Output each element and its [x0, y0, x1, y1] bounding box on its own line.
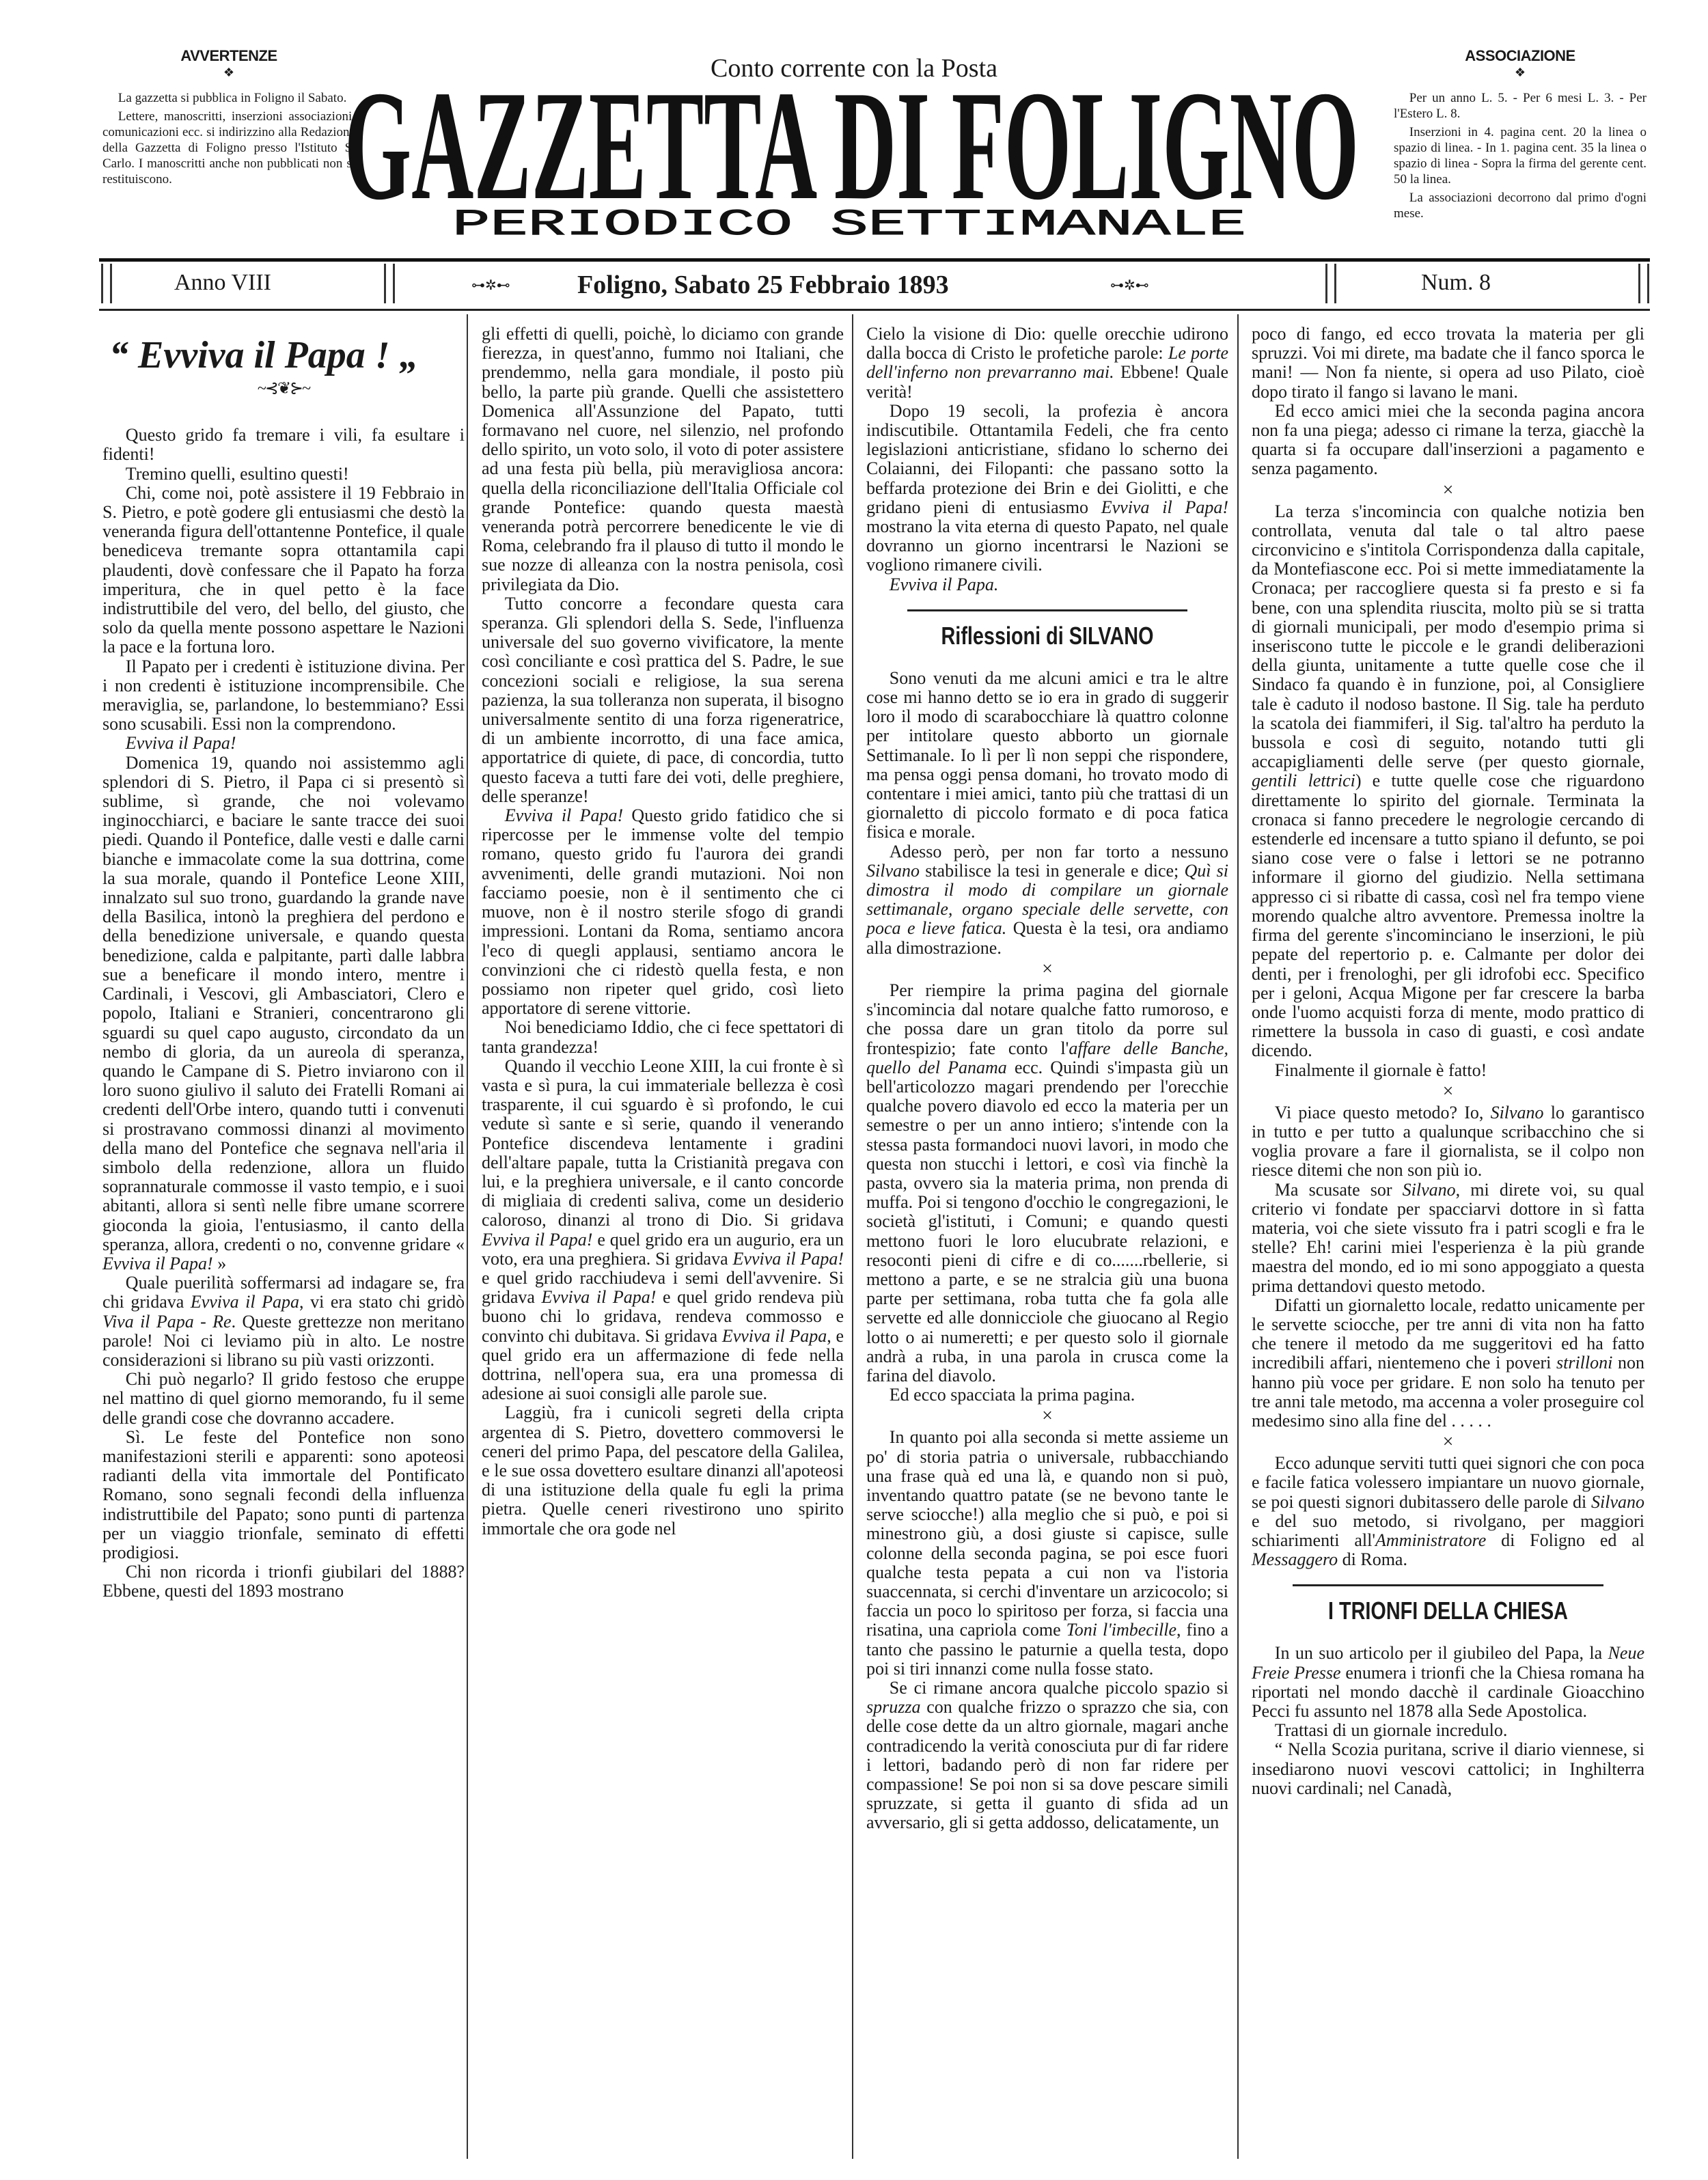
text-run: ecc. Quindi s'impasta giù un bell'articolozzo magari prendendo per l'orecchie qualche povero diavolo ed ecco la materia per un semestre o per un anno intiero; s'intende con la stessa pasta formandoci nuovi lavori, in modo che questa non stucchi i lettori, e così via finchè la pasta, ovvero sia la materia prima, non prenda di muffa. Poi si tengono d'occhio le congregazioni, le società gl'istituti, i Comuni; e quando questi mettono fuori le loro elucubrate relazioni, e resoconti pieni di cifre e di co.......rbellerie, si mettono a parte, e se ne stralcia giù una buona parte per settimana, roba tutta che fa gola alle servette ed alle donnicciole che giuocano al Regio lotto o ai numeretti; e per questo solo il giornale andrà a ruba, in una parola in crusca come la farina del diavolo. — [866, 1057, 1228, 1385]
paragraph — [102, 484, 465, 657]
paragraph — [482, 806, 844, 1018]
ornament-icon — [102, 379, 465, 398]
italic-text-run: Evviva il Papa! — [541, 1287, 657, 1308]
text-run: Noi benediciamo Iddio, che ci fece spettatori di tanta grandezza! — [482, 1017, 844, 1057]
text-run: Il Papato per i credenti è istituzione divina. Per i non credenti è istituzione incomprensibile. Che meraviglia, se, parlandone, lo bestemmiano? Essi sono scusabili. Essi non la comprendono. — [102, 656, 465, 734]
italic-text-run: Evviva il Papa — [190, 1292, 300, 1312]
text-run: , e quel grido era un affermazione di fede nella dottrina, nell'opera sua, era una promessa di adesione ai suoi consigli alle parole sue. — [482, 1325, 844, 1404]
text-run: ~⊰❦⊱~ — [257, 380, 310, 398]
text-run: Finalmente il giornale è fatto! — [1274, 1060, 1487, 1080]
column-rule — [467, 314, 468, 2159]
text-run: × — [1442, 479, 1454, 501]
notices-heading: AVVERTENZE — [180, 47, 277, 64]
italic-text-run: Evviva il Papa! — [125, 733, 236, 754]
paragraph — [866, 669, 1228, 842]
pillar-ornament-icon — [1325, 264, 1336, 303]
text-run: Vi piace questo metodo? Io, — [1274, 1102, 1491, 1122]
paragraph — [482, 325, 844, 594]
flourish-icon: ⊶✲⊷ — [1110, 278, 1149, 293]
flourish-icon: ⊶✲⊷ — [471, 278, 510, 293]
paragraph — [102, 1273, 465, 1370]
paragraph — [1252, 1103, 1644, 1181]
text-run: lo garantisco in tutto e per tutto a qualunque scribacchino che si voglia provare a fare il giornalista, se il colpo non riesce ditemi che non son più io. — [1252, 1102, 1644, 1181]
text-run: “ Evviva il Papa ! „ — [109, 334, 419, 376]
text-run: Sono venuti da me alcuni amici e tra le altre cose mi hanno detto se io era in grado di suggerir loro il modo di scarabocchiare là quattro colonne per intitolare questo abborto un giornale Settimanale. Io lì per lì non seppi che rispondere, ma pensa oggi pensa domani, ho trovato modo di contentare i miei amici, tanto più che trattasi di un giornaletto di piccolo formato e di poca fatica fisica e morale. — [866, 667, 1228, 842]
column-4 — [1252, 325, 1644, 1798]
text-run: × — [1042, 1405, 1053, 1427]
paragraph — [866, 575, 1228, 594]
text-run: ) e tutte quelle cose che riguardono direttamente lo spirito del giornale. Terminata la cronaca si fanno precedere le negrologie cercando di estenderle ed incensare a tutto spiano il defunto, se poi siano cose vere o false i lettori se ne potranno informare il giorno del giudizio. Nella settimana appresso ci si ribatte di cassa, così nel fra tempo viene morendo qualche altro avventore. Premessa inoltre la firma del gerente s'incominciano le inserzioni, le più pepate del repertorio p. e. Calmante per dolor dei denti, per i frenologhi, per gli idrofobi ecc. Specifico per i geloni, Acqua Migone per far crescere la barba onde l'uomo acquisti forza di mente, modo prattico di rimettere la bussola in caso di guasti, e così andate dicendo. — [1252, 771, 1644, 1061]
text-run: non hanno più voce per gridare. E non solo ha tenuto per tre anni tale metodo, ma accenna a voler proseguire col medesimo sino alla fine del . . . . . — [1252, 1353, 1644, 1431]
text-run: Sì. Le feste del Pontefice non sono manifestazioni sterili e apparenti: sono apoteosi radianti della vita immortale del Pontificato Romano, sono segnali fecondi della influenza indistruttibile del Papato; sono punti di partenza per un viaggio trionfale, seminato di effetti prodigiosi. — [102, 1426, 465, 1562]
paragraph — [102, 754, 465, 1273]
pillar-ornament-icon — [1638, 264, 1649, 303]
text-run: poco di fango, ed ecco trovata la materia per gli spruzzi. Voi mi direte, ma badate che il fanco sporca le mani! — Non fa niente, si opera ad uso Pilato, cioè dopo tirato il fango si lavano le mani. — [1252, 324, 1644, 402]
column-2 — [482, 325, 844, 1539]
text-run: Questo grido fatidico che si ripercosse per le immense volte del tempio romano, questo grido fu l'aurora dei grandi avvenimenti, delle grandi mutazioni. Noi non facciamo poesie, non è il sentimento che ci muove, non è il nostro sterile sfogo di grandi impressioni. Lontani da Roma, sentiamo ancora l'eco di quegli applausi, sentiamo ancora le convinzioni che ci ridestò quella festa, e non possiamo non ripeter quel grido, così lieto apportatore di serene vittorie. — [482, 805, 844, 1019]
column-3 — [866, 325, 1228, 1833]
column-rule — [1237, 314, 1239, 2159]
text-run: e del suo metodo, si rivolgano, per maggiori schiarimenti all' — [1252, 1510, 1644, 1550]
ornament-icon: ❖ — [223, 66, 235, 79]
italic-text-run: Silvano — [1490, 1102, 1544, 1122]
text-run: con qualche frizzo o sprazzo che sia, con delle cose dette da un altro giornale, magari anche contradicendo la verità conosciuta pur di far ridere i lettori, badando però di non far ridere per compassione! Se poi non si sa dove pescare simili spruzzate, si getta il guanto di sfida ad un avversario, gli si getta addosso, delicatamente, un — [866, 1697, 1228, 1833]
paragraph — [102, 657, 465, 734]
text-run: Chi può negarlo? Il grido festoso che eruppe nel mattino di quel giorno memorando, fu il seme delle grandi cose che dovranno accadere. — [102, 1369, 465, 1428]
newspaper-title — [342, 82, 1366, 205]
paragraph — [1252, 402, 1644, 479]
italic-text-run: Silvano — [1402, 1179, 1456, 1200]
italic-text-run: Viva il Papa - Re — [102, 1311, 232, 1332]
text-run: mostrano la vita eterna di questo Papato, nel quale dovranno un giorno incentrarsi le Nazioni se vogliono rimanere civili. — [866, 516, 1228, 575]
paragraph — [482, 1403, 844, 1538]
italic-text-run: Evviva il Papa! — [102, 1253, 213, 1273]
volume-year: Anno VIII — [174, 270, 271, 295]
ornament-icon: ❖ — [1514, 66, 1526, 79]
text-run: In quanto poi alla seconda si mette assieme un po' di storia patria o universale, rubbacchiando una frase quà ed una là, e quando non si può, inventando quattro patate (se ne bevono tante le serve sciocche!) alla meglio che si può, e poi si minestrono giù, a dosi giuste si capisce, sulle colonne della seconda pagina, se poi esce fuori qualche testa pepata a cui non va l'istoria suaccennata, si cerchi d'inventare un arzicocolo; si faccia un poco lo spiritoso per forza, si faccia una risatina, una capriola come — [866, 1427, 1228, 1640]
italic-text-run: Evviva il Papa! — [1101, 497, 1228, 517]
italic-text-run: Le porte dell'inferno non prevarranno mai. — [866, 343, 1228, 383]
masthead-divider — [99, 258, 1650, 262]
section-separator-icon — [1252, 1431, 1644, 1454]
text-run: Questa è la tesi, ora andiamo alla dimostrazione. — [866, 918, 1228, 958]
text-run: , vi era stato chi gridò — [299, 1292, 465, 1312]
paragraph — [102, 1562, 465, 1601]
column-1 — [102, 325, 465, 1601]
text-run: Tutto concorre a fecondare questa cara speranza. Gli splendori della S. Sede, l'influenza universale del suo governo vivificatore, la mente così conciliante e così prattica del S. Padre, le sue concezioni sociali e religiose, la sua serena pazienza, la sua tolleranza non superata, il bisogno universalmente sentito di una forza rigeneratrice, di un ambiente incorrotto, di una face amica, apportatrice di quiete, di pace, di concordia, tutto questo faceva a tutti fare dei voti, delle preghiere, delle speranze! — [482, 593, 844, 806]
paragraph — [866, 981, 1228, 1385]
paragraph — [1252, 325, 1644, 402]
italic-text-run: Evviva il Papa! — [732, 1248, 844, 1269]
paragraph — [482, 1057, 844, 1404]
italic-text-run: Neue Freie Presse — [1252, 1643, 1644, 1683]
issue-date: Foligno, Sabato 25 Febbraio 1893 — [577, 271, 949, 299]
italic-text-run: Evviva il Papa. — [889, 574, 999, 594]
subscription-heading: ASSOCIAZIONE — [1465, 47, 1575, 64]
text-run: gli effetti di quelli, poichè, lo diciamo con grande fierezza, in quest'anno, fummo noi Italiani, che prendemmo, nella gara mondiale, il posto più bello, la parte più grande. Quelli che assistettero Domenica all'Assunzione del Papato, tutti formavano nel cuore, nel silenzio, nel profondo dello spirito, un voto solo, il voto di poter assistere ad una festa più bella, più meravigliosa ancora: quella della riconciliazione dell'Italia Officiale col grande Pontefice: quando questa maestà veneranda potrà percorrere benedicente le vie di Roma, celebrando fra il plauso di tutto il mondo le sue nozze di alleanza con la nostra penisola, così privilegiata da Dio. — [482, 324, 844, 594]
subscription-text: Inserzioni in 4. pagina cent. 20 la linea o spazio di linea. - In 1. pagina cent. 35 la linea o spazio di linea - Sopra la firma del gerente cent. 50 la linea. — [1394, 125, 1647, 187]
text-run: Quando il vecchio Leone XIII, la cui fronte è sì vasta e sì pura, la cui immateriale bellezza è così trasparente, il cui sguardo è sì profondo, le cui vedute sì sante e sì serie, quando il venerando Pontefice discendeva lentamente i gradini dell'altare papale, tutta la Cristianità pregava con lui, e la preghiera universale, e il canto concorde di migliaia di credenti saliva, come un desiderio caloroso, dinanzi al trono di Dio. Si gridava — [482, 1055, 844, 1230]
italic-text-run: affare delle Banche, quello del Panama — [866, 1038, 1228, 1077]
paragraph — [1252, 502, 1644, 1061]
italic-text-run: spruzza — [866, 1697, 921, 1717]
paragraph — [866, 325, 1228, 402]
paragraph — [866, 1679, 1228, 1833]
pillar-ornament-icon — [101, 264, 112, 303]
paragraph — [866, 1428, 1228, 1679]
article-divider — [1293, 1584, 1603, 1586]
text-run: Cielo la visione di Dio: quelle orecchie udirono dalla bocca di Cristo le profetiche parole: — [866, 324, 1228, 363]
subscription-box — [1394, 48, 1647, 224]
newspaper-subtitle — [451, 205, 1250, 239]
article-heading — [903, 621, 1192, 651]
text-run: “ Nella Scozia puritana, scrive il diario viennese, si insediarono nuovi vescovi cattolici; in Inghilterra nuovi cardinali; nel Canadà, — [1252, 1739, 1644, 1798]
text-run: × — [1042, 958, 1053, 980]
text-run: Riflessioni di SILVANO — [941, 621, 1154, 650]
paragraph — [1252, 1061, 1644, 1080]
text-run: Adesso però, per non far torto a nessuno — [889, 841, 1228, 861]
italic-text-run: Toni l'imbecille — [1066, 1620, 1177, 1640]
column-rule — [852, 314, 853, 2159]
postal-note: Conto corrente con la Posta — [710, 54, 997, 83]
article-divider — [907, 609, 1187, 611]
issue-number: Num. 8 — [1421, 270, 1491, 295]
text-run: e quel grido rendeva più buono chi lo gridava, rendeva commosso e convinto chi dubitava. Si gridava — [482, 1287, 844, 1346]
section-separator-icon — [866, 958, 1228, 981]
text-run: Ma scusate sor — [1274, 1179, 1403, 1200]
subscription-text: Per un anno L. 5. - Per 6 mesi L. 3. - Per l'Estero L. 8. — [1394, 91, 1647, 121]
text-run: In un suo articolo per il giubileo del Papa, la — [1274, 1643, 1608, 1664]
paragraph — [102, 734, 465, 753]
text-run: Per riempire la prima pagina del giornale s'incomincia dal notare qualche fatto rumoroso, e che possa dare un gran titolo da porre sul frontespizio; fate conto l' — [866, 980, 1228, 1058]
text-run: . Queste grettezze non meritano parole! Noi ci leviamo più in alto. Le nostre considerazioni si librano su più vasti orizzonti. — [102, 1311, 465, 1370]
newspaper-title-text: GAZZETTA DI FOLIGNO — [344, 82, 1359, 205]
text-run: stabilisce la tesi in generale e dice; — [920, 860, 1185, 881]
italic-text-run: Amministratore — [1375, 1530, 1487, 1550]
text-run: di Roma. — [1338, 1549, 1407, 1570]
paragraph — [1252, 1454, 1644, 1569]
section-separator-icon — [1252, 1080, 1644, 1103]
paragraph — [1252, 1296, 1644, 1431]
paragraph — [1252, 1181, 1644, 1296]
paragraph — [482, 1018, 844, 1056]
text-run: Domenica 19, quando noi assistemmo agli splendori di S. Pietro, il Papa ci si presentò sì sublime, sì grande, che noi volevamo inginocchiarci, e baciare le sante tracce dei suoi piedi. Quando il Pontefice, dalle vesti e dalle carni bianche e immacolate come la sua dottrina, come la sua morale, quando il Pontefice Leone XIII, innalzato sul suo trono, guardando la grande nave della Basilica, intonò la preghiera del perdono e della benedizione universale, e quando questa benedizione, calda e palpitante, partì dalle labbra sue a beneficare il mondo intero, mentre i Cardinali, i Vescovi, gli Ambasciatori, Clero e popolo, Italiani e Stranieri, concentrarono gli sguardi su quel capo augusto, circondato da un nembo di gloria, da un aureola di speranza, quando le Campane di S. Pietro inviarono con il loro suono giulivo il saluto dei Fratelli Romani ai credenti dell'Orbe intero, quando tutti i convenuti si prostravano commossi dinanzi al movimento della mano del Pontefice che segnava nell'aria il simbolo della redenzione, allora un fluido soprannaturale commosse il vasto tempio, e i suoi abitanti, allora si sentì nelle fibre umane scorrere gioconda la gioia, l'entusiasmo, il canto della speranza, allora, credenti o no, convenne gridare « — [102, 752, 465, 1254]
italic-text-run: Messaggero — [1252, 1549, 1338, 1570]
italic-text-run: gentili lettrici — [1252, 771, 1355, 791]
subscription-text: La associazioni decorrono dal primo d'ogni mese. — [1394, 191, 1647, 221]
paragraph — [102, 426, 465, 464]
text-run: Questo grido fa tremare i vili, fa esultare i fidenti! — [102, 425, 465, 465]
section-separator-icon — [1252, 479, 1644, 502]
text-run: Chi, come noi, potè assistere il 19 Febbraio in S. Pietro, e potè godere gli entusiasmi che destò la veneranda figura dell'ottantenne Pontefice, il quale benediceva tremante sopra ottantamila capi plaudenti, dovè confessare che il Papato ha forza imperitura, che in quel petto è la face indistruttibile del vero, del bello, del giusto, che solo da quella mente possono aspettare le Nazioni la pace e la fortuna loro. — [102, 482, 465, 657]
text-run: × — [1442, 1080, 1454, 1102]
text-run: , mi direte voi, su qual criterio vi fondate per spacciarvi dottore in sì fatta materia, voi che siete vissuto fra i patri scogli e fra le stelle? Eh! carini miei l'esperienza è la più grande maestra del mondo, ed io mi sono appoggiato a questa prima dettandovi questo metodo. — [1252, 1179, 1644, 1296]
text-run: Trattasi di un giornale incredulo. — [1274, 1720, 1508, 1741]
italic-text-run: Evviva il Papa! — [482, 1229, 593, 1250]
paragraph — [102, 1428, 465, 1562]
text-run: di Foligno ed al — [1486, 1530, 1645, 1550]
text-run: Chi non ricorda i trionfi giubilari del 1888? Ebbene, questi del 1893 mostrano — [102, 1562, 465, 1601]
text-run: Tremino quelli, esultino questi! — [125, 463, 349, 484]
text-run: La terza s'incomincia con qualche notizia ben controllata, venuta dal tale o tal altro paese circonvicino e s'intitola Corrispondenza dalla capitale, da Montefiascone ecc. Poi si mette immediatamente la Cronaca; per raccogliere questa si fa presto e si fa bene, con una splendita riuscita, molto più se si tratta di giornali municipali, per modo d'esempio prima si inseriscono tutte le piccole e le grandi deliberazioni della giunta, unitamente a tutte quelle cose che il Sindaco fa quando è in funzione, poi, al Consigliere tale è caduto il nodoso bastone. Il Sig. tale ha perduto la scatola dei fiammiferi, il Sig. tal'altro ha perduto la bussola e così di seguito, notando tutti gli accapigliamenti delle serve (per questo giornale, — [1252, 501, 1644, 772]
italic-text-run: strilloni — [1556, 1353, 1613, 1373]
section-separator-icon — [866, 1405, 1228, 1428]
text-run: e quel grido era un augurio, era un voto, era una preghiera. Si gridava — [482, 1229, 844, 1269]
text-run: » — [212, 1253, 227, 1273]
italic-text-run: Quì si dimostra il modo di compilare un giornale settimanale, organo speciale delle servette, con poca e lieve fatica. — [866, 860, 1228, 939]
pillar-ornament-icon — [384, 264, 395, 303]
notice-text: La gazzetta si pubblica in Foligno il Sabato. — [118, 91, 347, 105]
paragraph — [1252, 1740, 1644, 1798]
text-run: Ecco adunque serviti tutti quei signori che con poca e facile fatica volessero impiantare un nuovo giornale, se poi questi signori dubitassero delle parole di — [1252, 1453, 1644, 1512]
italic-text-run: Evviva il Papa! — [504, 805, 624, 826]
paragraph — [482, 594, 844, 806]
dateline-divider — [99, 309, 1650, 311]
text-run: Dopo 19 secoli, la profezia è ancora indiscutibile. Ottantamila Fedeli, che fra cento legislazioni anticristiane, sfidano lo scherno dei Colaianni, dei Filopanti: che passano sotto la beffarda protezione dei Brin e dei Giolitti, e che gridano pieni di entusiasmo — [866, 400, 1228, 517]
paragraph — [866, 402, 1228, 575]
text-run: I TRIONFI DELLA CHIESA — [1328, 1597, 1568, 1625]
text-run: Ed ecco amici miei che la seconda pagina ancora non fa una piega; adesso ci rimane la terza, giacchè la quarta si fa occupare dall'inserzioni a pagamento e senza pagamento. — [1252, 400, 1644, 479]
italic-text-run: Evviva il Papa — [721, 1325, 827, 1346]
newspaper-subtitle-text: PERIODICO SETTIMANALE — [452, 205, 1246, 239]
text-run: e quel grido racchiudeva i semi dell'avvenire. Si gridava — [482, 1267, 844, 1308]
text-run: Ed ecco spacciata la prima pagina. — [889, 1385, 1135, 1405]
paragraph — [102, 465, 465, 484]
text-run: enumera i trionfi che la Chiesa romana ha riportati nel mondo dacchè il cardinale Gioacchino Pecci fu assunto nel 1878 alla Sede Apostolica. — [1252, 1662, 1644, 1721]
italic-text-run: Silvano — [1591, 1491, 1644, 1512]
paragraph — [102, 1370, 465, 1428]
article-title — [109, 331, 465, 379]
paragraph — [1252, 1644, 1644, 1721]
text-run: Laggiù, fra i cunicoli segreti della cripta argentea di S. Pietro, dovettero commoversi le ceneri del primo Papa, del pescatore della Galilea, e le sue ossa dovettero esultare dinanzi all'apoteosi di una istituzione della quale fu egli la prima pietra. Quelle ceneri rivestirono uno spirito immortale che ora gode nel — [482, 1403, 844, 1539]
text-run: Difatti un giornaletto locale, redatto unicamente per le servette sciocche, per tre anni di vita non ha fatto che tenere il metodo da me suggeritovi ed ha fatto incredibili affari, nientemeno che i poveri — [1252, 1295, 1644, 1373]
paragraph — [866, 1385, 1228, 1405]
italic-text-run: Silvano — [866, 860, 920, 881]
text-run: , fino a tanto che passino le paturnie a quella testa, dopo poi si tiri innanzi come nulla fosse stato. — [866, 1620, 1228, 1679]
text-run: Se ci rimane ancora qualche piccolo spazio si — [889, 1678, 1228, 1698]
text-run: × — [1442, 1431, 1454, 1453]
text-run: Ebbene! Quale verità! — [866, 362, 1229, 402]
text-run: Quale puerilità soffermarsi ad indagare se, fra chi gridava — [102, 1273, 465, 1312]
article-heading — [1291, 1596, 1606, 1626]
paragraph — [1252, 1721, 1644, 1740]
notice-text: Lettere, manoscritti, inserzioni associazioni, comunicazioni ecc. si indirizzino alla Redazione della Gazzetta di Foligno presso l'Istituto S. Carlo. I manoscritti anche non pubblicati non si restituiscono. — [102, 109, 355, 187]
paragraph — [866, 842, 1228, 958]
